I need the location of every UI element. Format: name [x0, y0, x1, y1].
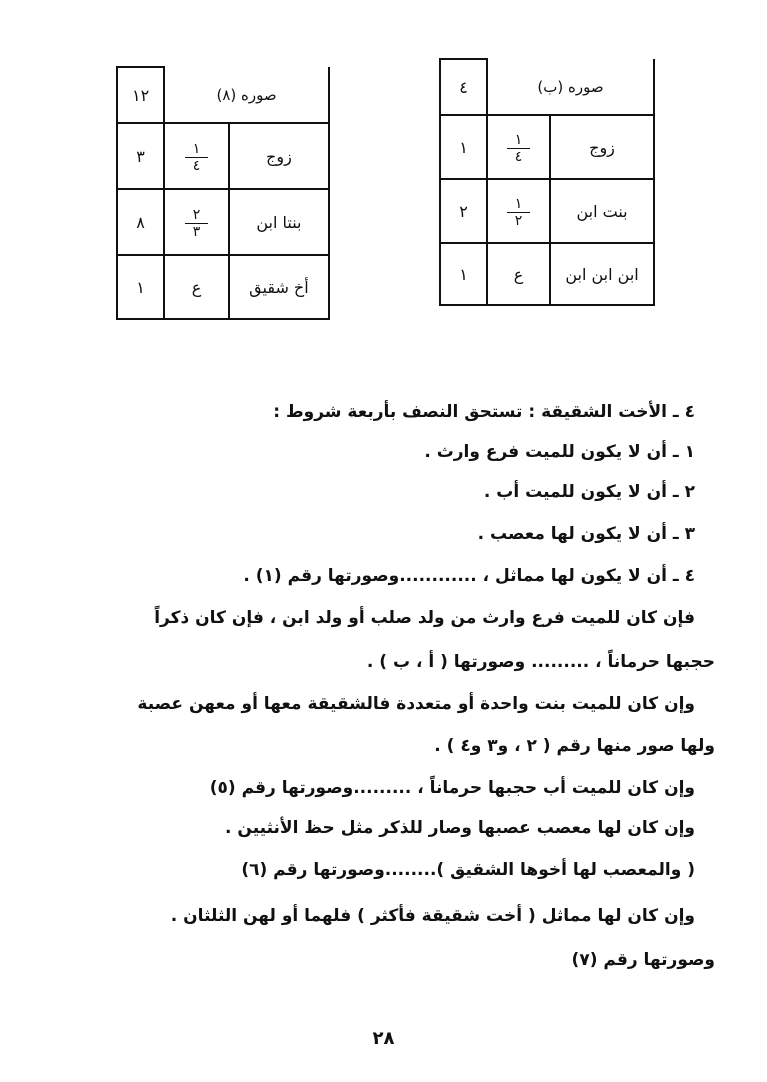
paragraph-line: حجبها حرماناً ، ......... وصورتها ( أ ، ب ) . — [366, 652, 715, 672]
heir-name: بنت ابن — [550, 179, 654, 243]
page-number: ٢٨ — [372, 1028, 395, 1049]
share-value: ١ — [440, 115, 487, 179]
share-value: ٢ — [440, 179, 487, 243]
table-title: صوره (ب) — [487, 59, 654, 115]
table-total: ٤ — [440, 59, 487, 115]
paragraph-line: وإن كان لها معصب عصبها وصار للذكر مثل حظ الأنثيين . — [225, 818, 695, 838]
table-total: ١٢ — [117, 67, 164, 123]
condition-item: ١ ـ أن لا يكون للميت فرع وارث . — [424, 442, 695, 462]
share-value: ٣ — [117, 123, 164, 189]
paragraph-line: ( والمعصب لها أخوها الشقيق )........وصورتها رقم (٦) — [241, 860, 695, 880]
paragraph-line: ولها صور منها رقم ( ٢ ، و٣ و٤ ) . — [434, 736, 715, 756]
heir-name: أخ شقيق — [229, 255, 329, 319]
heir-name: زوج — [229, 123, 329, 189]
share-cell: $\frac{١}{٤}$ — [487, 115, 550, 179]
condition-item: ٣ ـ أن لا يكون لها معصب . — [477, 524, 695, 544]
share-value: ٨ — [117, 189, 164, 255]
body-text — [70, 0, 715, 1000]
paragraph-line: وصورتها رقم (٧) — [571, 950, 715, 970]
table-title: صوره (٨) — [164, 67, 329, 123]
heir-name: زوج — [550, 115, 654, 179]
share-value: ١ — [117, 255, 164, 319]
paragraph-line: وإن كان للميت بنت واحدة أو متعددة فالشقيقة معها أو معهن عصبة — [137, 694, 695, 714]
share-cell: $\frac{١}{٤}$ — [164, 123, 229, 189]
section-heading: ٤ ـ الأخت الشقيقة : تستحق النصف بأربعة شروط : — [273, 402, 695, 422]
share-value: ١ — [440, 243, 487, 305]
share-cell: ع — [487, 243, 550, 305]
condition-item: ٤ ـ أن لا يكون لها مماثل ، ............وصورتها رقم (١) . — [243, 566, 695, 586]
share-cell: ع — [164, 255, 229, 319]
paragraph-line: فإن كان للميت فرع وارث من ولد صلب أو ولد ابن ، فإن كان ذكراً — [154, 608, 695, 628]
share-cell: $\frac{٢}{٣}$ — [164, 189, 229, 255]
heir-name: بنتا ابن — [229, 189, 329, 255]
paragraph-line: وإن كان للميت أب حجبها حرماناً ، .........وصورتها رقم (٥) — [209, 778, 695, 798]
paragraph-line: وإن كان لها مماثل ( أخت شقيقة فأكثر ) فلهما أو لهن الثلثان . — [170, 906, 695, 926]
condition-item: ٢ ـ أن لا يكون للميت أب . — [483, 482, 695, 502]
heir-name: ابن ابن ابن — [550, 243, 654, 305]
share-cell: $\frac{١}{٢}$ — [487, 179, 550, 243]
